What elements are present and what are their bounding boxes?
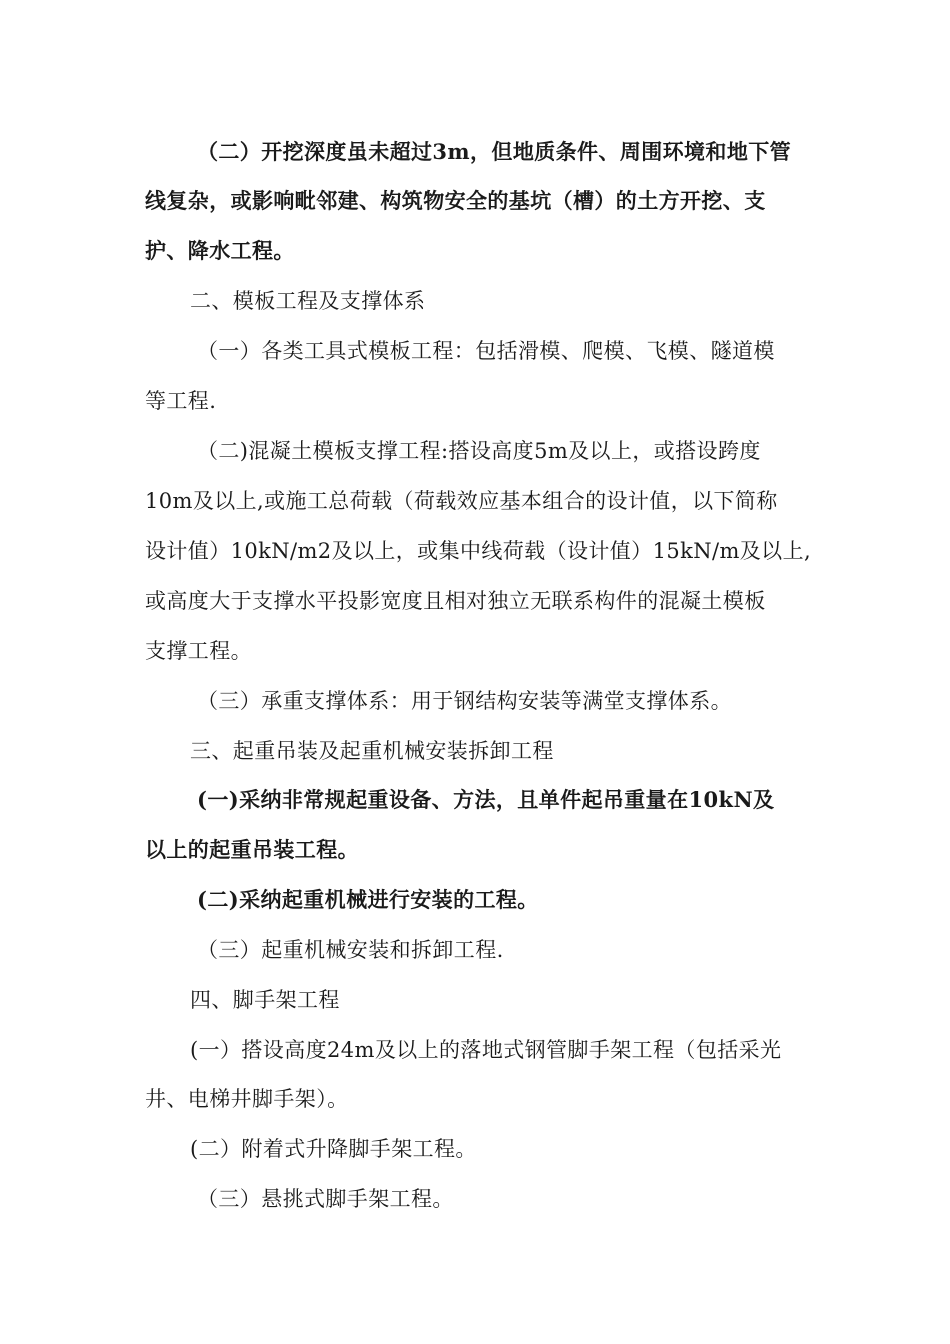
paragraph-line: (一）搭设高度24m及以上的落地式钢管脚手架工程（包括采光: [190, 1038, 782, 1062]
section-heading: 二、模板工程及支撑体系: [190, 289, 426, 313]
paragraph-line: 设计值）10kN/m2及以上，或集中线荷载（设计值）15kN/m及以上,: [145, 539, 812, 563]
paragraph-line: 10m及以上,或施工总荷载（荷载效应基本组合的设计值，以下简称: [145, 489, 778, 513]
paragraph-line: （三）悬挑式脚手架工程。: [197, 1187, 454, 1211]
paragraph-line: (二)采纳起重机械进行安装的工程。: [197, 887, 539, 912]
paragraph-line: （二)混凝土模板支撑工程:搭设高度5m及以上，或搭设跨度: [197, 439, 761, 463]
paragraph-line: 以上的起重吊装工程。: [145, 837, 359, 862]
paragraph-line: （一）各类工具式模板工程：包括滑模、爬模、飞模、隧道模: [197, 339, 775, 363]
paragraph-line: 等工程.: [145, 389, 217, 413]
paragraph-line: （三）承重支撑体系：用于钢结构安装等满堂支撑体系。: [197, 689, 732, 713]
section-heading: 三、起重吊装及起重机械安装拆卸工程: [190, 739, 554, 763]
paragraph-line: 或高度大于支撑水平投影宽度且相对独立无联系构件的混凝土模板: [145, 589, 766, 613]
paragraph-line: 支撑工程。: [145, 639, 252, 663]
paragraph-line: （二）开挖深度虽未超过3m，但地质条件、周围环境和地下管: [197, 139, 792, 164]
paragraph-line: (一)采纳非常规起重设备、方法，且单件起吊重量在10kN及: [197, 787, 775, 812]
paragraph-line: 井、电梯井脚手架）。: [145, 1087, 349, 1111]
section-heading: 四、脚手架工程: [190, 988, 340, 1012]
paragraph-line: 护、降水工程。: [145, 238, 295, 263]
paragraph-line: (二）附着式升降脚手架工程。: [190, 1137, 477, 1161]
paragraph-line: （三）起重机械安装和拆卸工程.: [197, 938, 504, 962]
paragraph-line: 线复杂，或影响毗邻建、构筑物安全的基坑（槽）的土方开挖、支: [145, 188, 766, 213]
